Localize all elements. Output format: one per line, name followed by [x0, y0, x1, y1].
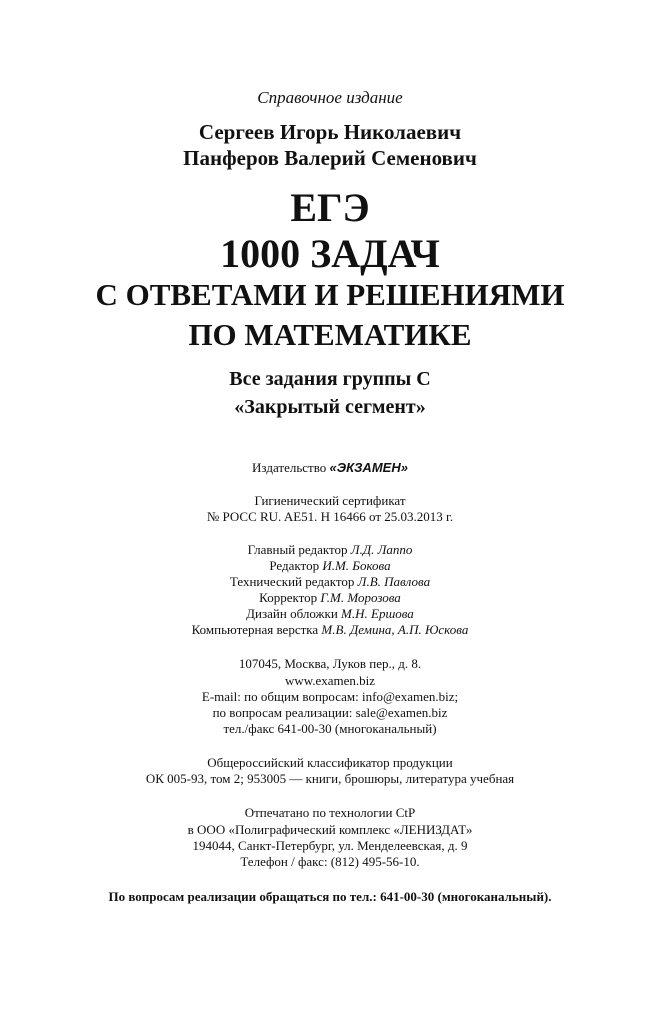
author-1: Сергеев Игорь Николаевич — [198, 120, 462, 144]
publisher-line — [0, 460, 660, 476]
staff-role: Дизайн обложки — [246, 606, 342, 621]
title-with-answers: С ОТВЕТАМИ И РЕШЕНИЯМИ — [95, 277, 565, 312]
title-mathematics: ПО МАТЕМАТИКЕ — [188, 317, 472, 352]
staff-name: М.Н. Ершова — [341, 606, 414, 621]
author-2: Панферов Валерий Семенович — [183, 146, 477, 170]
classifier-code: ОК 005-93, том 2; 953005 — книги, брошюры, литература учебная — [145, 771, 515, 786]
staff-line — [0, 590, 660, 606]
staff-name: Л.В. Павлова — [357, 574, 431, 589]
staff-role: Компьютерная верстка — [191, 622, 322, 637]
certificate-number: № РОСС RU. AE51. H 16466 от 25.03.2013 г. — [206, 509, 454, 524]
staff-name: М.В. Демина, А.П. Юскова — [321, 622, 469, 637]
staff-name: Л.Д. Лаппо — [350, 542, 413, 557]
subtitle-closed-segment: «Закрытый сегмент» — [234, 396, 426, 418]
sales-note: По вопросам реализации обращаться по тел.: 641-00-30 (многоканальный). — [108, 889, 552, 904]
staff-role: Главный редактор — [247, 542, 351, 557]
staff-name: Г.М. Морозова — [320, 590, 401, 605]
email-general: E-mail: по общим вопросам: info@examen.biz; — [201, 689, 459, 704]
edition-type: Справочное издание — [257, 88, 403, 107]
phone-fax: тел./факс 641-00-30 (многоканальный) — [223, 721, 437, 736]
staff-line — [0, 574, 660, 590]
printing-address: 194044, Санкт-Петербург, ул. Менделеевская, д. 9 — [192, 838, 468, 853]
email-sales: по вопросам реализации: sale@examen.biz — [212, 705, 448, 720]
certificate-title: Гигиенический сертификат — [254, 493, 406, 508]
staff-name: И.М. Бокова — [322, 558, 391, 573]
publisher-label: Издательство — [252, 460, 330, 475]
address: 107045, Москва, Луков пер., д. 8. — [238, 656, 422, 671]
staff-role: Редактор — [269, 558, 323, 573]
classifier-title: Общероссийский классификатор продукции — [207, 755, 453, 770]
website: www.examen.biz — [284, 673, 376, 688]
staff-line — [0, 558, 660, 574]
staff-line — [0, 622, 660, 638]
staff-role: Корректор — [259, 590, 321, 605]
title-ege: ЕГЭ — [290, 185, 370, 230]
printing-company: в ООО «Полиграфический комплекс «ЛЕНИЗДАТ» — [187, 822, 473, 837]
staff-line — [0, 606, 660, 622]
subtitle-group-c: Все задания группы С — [229, 368, 431, 390]
staff-line — [0, 542, 660, 558]
staff-role: Технический редактор — [229, 574, 358, 589]
printing-technology: Отпечатано по технологии CtP — [244, 805, 416, 820]
printing-phone: Телефон / факс: (812) 495-56-10. — [240, 854, 420, 869]
title-1000-tasks: 1000 ЗАДАЧ — [220, 231, 440, 276]
publisher-name: «ЭКЗАМЕН» — [329, 460, 408, 475]
